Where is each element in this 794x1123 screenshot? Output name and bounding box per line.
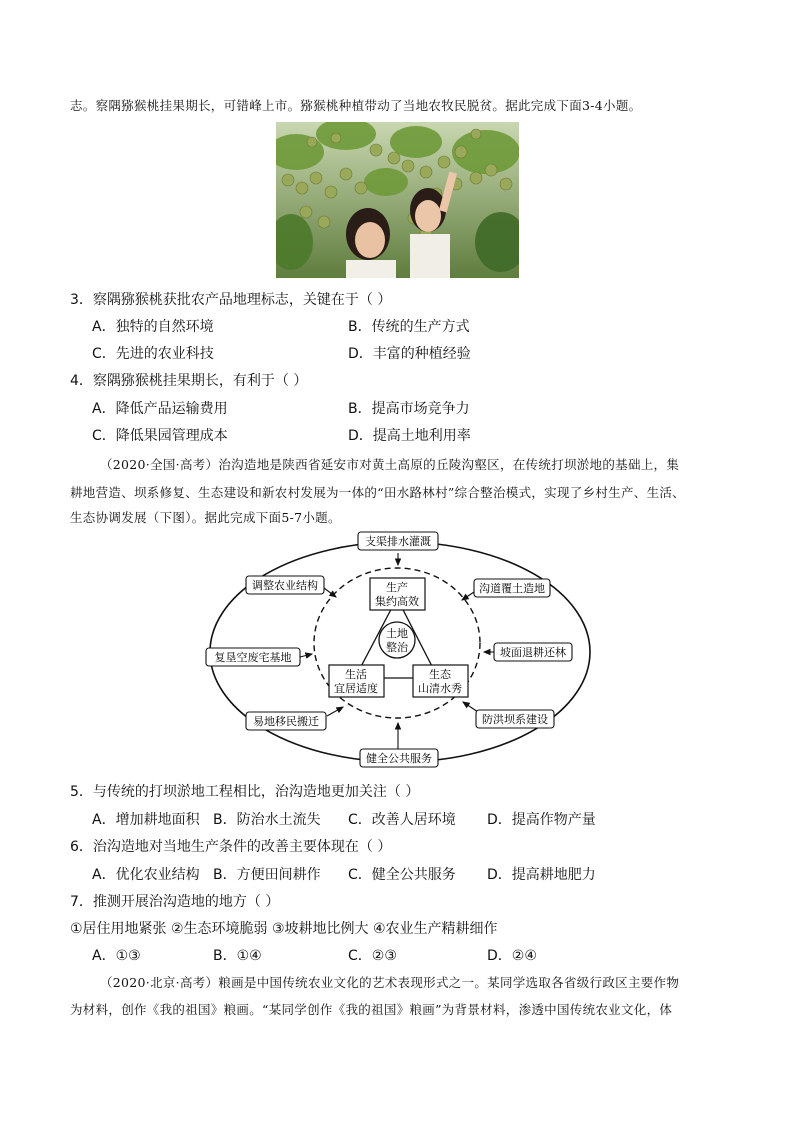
center-line1: 土地 [386,627,408,640]
label-agri-structure: 调整农业结构 [252,579,318,592]
q3-option-b[interactable]: B．传统的生产方式 [348,319,470,335]
q3-stem: 3．察隅猕猴桃获批农产品地理标志，关键在于（ ） [70,292,392,308]
q7-items: ①居住用地紧张 ②生态环境脆弱 ③坡耕地比例大 ④农业生产精耕细作 [70,921,498,937]
label-public-service: 健全公共服务 [366,752,432,765]
q3-option-c[interactable]: C．先进的农业科技 [92,346,214,362]
label-relocation: 易地移民搬迁 [253,715,319,728]
q7-option-a[interactable]: A．①③ [92,948,141,964]
q7-option-d[interactable]: D．②④ [487,948,537,964]
ecology-title: 生态 [429,668,451,681]
q4-option-c[interactable]: C．降低果园管理成本 [92,428,228,444]
passage2-line2: 耕地营造、坝系修复、生态建设和新农村发展为一体的“田水路林村”综合整治模式，实现了乡村生产、生活、 [70,485,685,500]
label-homestead: 复垦空废宅基地 [214,651,292,664]
q7-option-b[interactable]: B．①④ [213,948,262,964]
q7-stem: 7．推测开展治沟造地的地方（ ） [70,894,280,910]
life-desc: 宜居适度 [334,682,378,695]
q6-option-c[interactable]: C．健全公共服务 [348,867,456,883]
intro-line: 志。察隅猕猴桃挂果期长，可错峰上市。猕猴桃种植带动了当地农牧民脱贫。据此完成下面3-4小题。 [70,98,642,113]
q4-option-d[interactable]: D．提高土地利用率 [348,428,471,444]
q5-option-d[interactable]: D．提高作物产量 [487,812,596,828]
life-title: 生活 [345,668,367,681]
passage2-line1: （2020·全国·高考）治沟造地是陕西省延安市对黄土高原的丘陵沟壑区，在传统打坝淤地的基础上，集 [100,457,680,472]
ecology-desc: 山清水秀 [418,682,462,695]
label-gully-fill: 沟道覆土造地 [479,582,545,595]
q4-option-b[interactable]: B．提高市场竞争力 [348,401,470,417]
q4-stem: 4．察隅猕猴桃挂果期长，有利于（ ） [70,373,308,389]
center-line2: 整治 [386,641,408,654]
q3-option-d[interactable]: D．丰富的种植经验 [348,346,471,362]
q7-option-c[interactable]: C．②③ [348,948,397,964]
q5-stem: 5．与传统的打坝淤地工程相比，治沟造地更加关注（ ） [70,784,420,800]
passage2-line3: 生态协调发展（下图）。据此完成下面5-7小题。 [70,510,341,525]
q5-option-a[interactable]: A．增加耕地面积 [92,812,200,828]
label-irrigation: 支渠排水灌溉 [365,535,431,548]
land-consolidation-diagram [0,525,794,770]
q5-option-b[interactable]: B．防治水土流失 [213,812,321,828]
q6-option-d[interactable]: D．提高耕地肥力 [487,867,596,883]
production-title: 生产 [386,581,408,594]
passage3-line2: 为材料，创作《我的祖国》粮画。“某同学创作《我的祖国》粮画”为背景材料，渗透中国传统农业文化，体 [70,1002,673,1017]
q6-option-b[interactable]: B．方便田间耕作 [213,867,321,883]
q6-stem: 6．治沟造地对当地生产条件的改善主要体现在（ ） [70,839,392,855]
q6-option-a[interactable]: A．优化农业结构 [92,867,200,883]
label-reforestation: 坡面退耕还林 [500,646,566,659]
q3-option-a[interactable]: A．独特的自然环境 [92,319,214,335]
q4-option-a[interactable]: A．降低产品运输费用 [92,401,228,417]
kiwi-photo [276,122,519,278]
production-desc: 集约高效 [375,595,419,608]
passage3-line1: （2020·北京·高考）粮画是中国传统农业文化的艺术表现形式之一。某同学选取各省级行政区主要作物 [100,975,680,990]
label-flood-dam: 防洪坝系建设 [482,713,548,726]
q5-option-c[interactable]: C．改善人居环境 [348,812,456,828]
